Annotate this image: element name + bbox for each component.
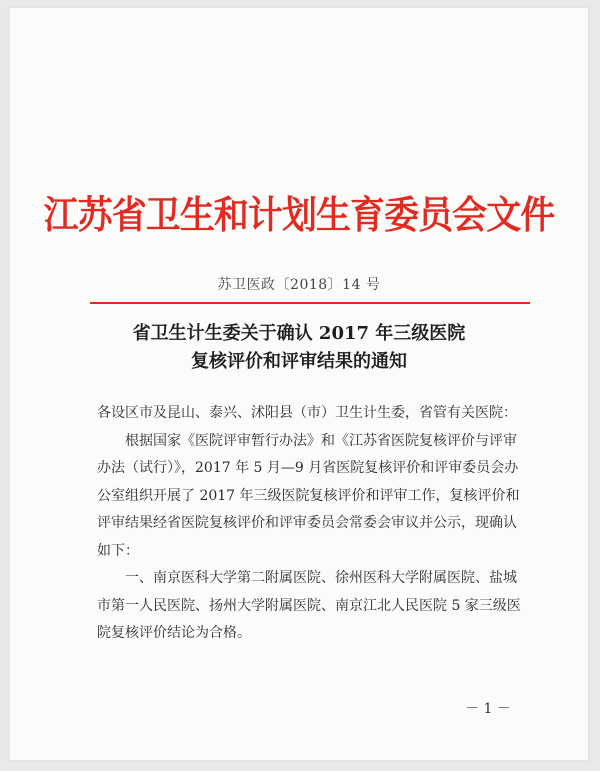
red-divider-line [90,302,530,304]
document-number: 苏卫医政〔2018〕14 号 [217,277,381,293]
document-page [10,8,588,760]
notice-title-line-1: 省卫生计生委关于确认 2017 年三级医院 [132,323,466,344]
addressee: 各设区市及昆山、泰兴、沭阳县（市）卫生计生委，省管有关医院： [97,405,517,421]
document-header-title: 江苏省卫生和计划生育委员会文件 [43,193,555,237]
body-paragraph-1: 根据国家《医院评审暂行办法》和《江苏省医院复核评价与评审办法（试行）》，2017 年 5 月—9 月省医院复核评价和评审委员会办公室组织开展了 2017 年三级医院复核评价和评审工作，复核评价和评审结果经省医院复核评价和评审委员会常委会审议并公示，现确认如下： [97,432,520,559]
notice-title-line-2: 复核评价和评审结果的通知 [191,351,407,372]
body-paragraph-2: 一、南京医科大学第二附属医院、徐州医科大学附属医院、盐城市第一人民医院、扬州大学附属医院、南京江北人民医院 5 家三级医院复核评价结论为合格。 [97,570,521,641]
page-number: － 1 － [465,701,511,717]
document-body [97,400,527,648]
notice-title [10,320,588,376]
